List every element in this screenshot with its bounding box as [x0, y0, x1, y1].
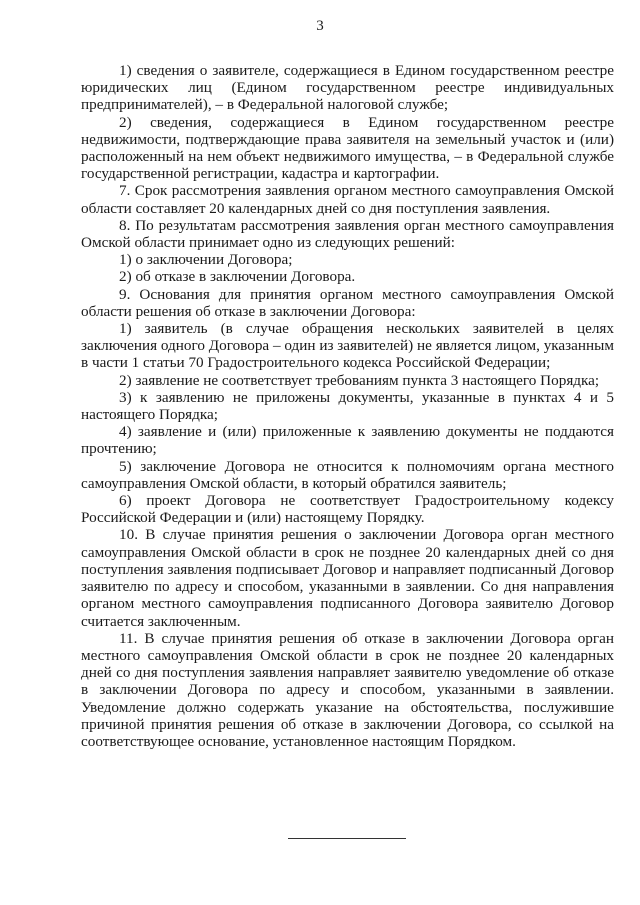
paragraph-15: 11. В случае принятия решения об отказе в заключении Договора орган местного самоуправления Омской области в срок не позднее 20 календарных дней со дня поступления заявления направляет заявителю уведомление об отказе в заключении Договора по адресу и способом, указанными в заявлении. Уведомление должно содержать указание на обстоятельства, послужившие причиной принятия решения об отказе в заключении Договора, со ссылкой на соответствующее основание, установленное настоящим Порядком. [81, 629, 614, 750]
document-body [81, 62, 614, 750]
paragraph-13: 6) проект Договора не соответствует Градостроительному кодексу Российской Федерации и (или) настоящему Порядку. [81, 492, 614, 527]
paragraph-9: 2) заявление не соответствует требованиям пункта 3 настоящего Порядка; [119, 371, 600, 389]
paragraph-10: 3) к заявлению не приложены документы, указанные в пунктах 4 и 5 настоящего Порядка; [81, 388, 614, 424]
end-divider [288, 838, 406, 839]
paragraph-4: 8. По результатам рассмотрения заявления орган местного самоуправления Омской области принимает одно из следующих решений: [81, 216, 614, 252]
page-number: 3 [316, 18, 324, 34]
paragraph-7: 9. Основания для принятия органом местного самоуправления Омской области решения об отказе в заключении Договора: [81, 285, 614, 320]
paragraph-3: 7. Срок рассмотрения заявления органом местного самоуправления Омской области составляет 20 календарных дней со дня поступления заявления. [81, 182, 614, 217]
paragraph-11: 4) заявление и (или) приложенные к заявлению документы не поддаются прочтению; [81, 423, 614, 458]
paragraph-8: 1) заявитель (в случае обращения нескольких заявителей в целях заключения одного Договора – один из заявителей) не является лицом, указанным в части 1 статьи 70 Градостроительного кодекса Российской Федерации; [81, 320, 614, 372]
paragraph-5: 1) о заключении Договора; [119, 251, 293, 269]
paragraph-1: 1) сведения о заявителе, содержащиеся в Едином государственном реестре юридических лиц (Едином государственном реестре индивидуальных предпринимателей), – в Федеральной налоговой службе; [81, 62, 614, 114]
paragraph-6: 2) об отказе в заключении Договора. [119, 268, 356, 286]
paragraph-12: 5) заключение Договора не относится к полномочиям органа местного самоуправления Омской области, в который обратился заявитель; [81, 457, 614, 492]
paragraph-2: 2) сведения, содержащиеся в Едином государственном реестре недвижимости, подтверждающие права заявителя на земельный участок и (или) расположенный на нем объект недвижимого имущества, – в Федеральной службе государственной регистрации, кадастра и картографии. [81, 113, 614, 183]
paragraph-14: 10. В случае принятия решения о заключении Договора орган местного самоуправления Омской области в срок не позднее 20 календарных дней со дня поступления заявления подписывает Договор и направляет подписанный Договор заявителю по адресу и способом, указанными в заявлении. Со дня направления органом местного самоуправления подписанного Договора заявителю Договор считается заключенным. [81, 526, 614, 630]
